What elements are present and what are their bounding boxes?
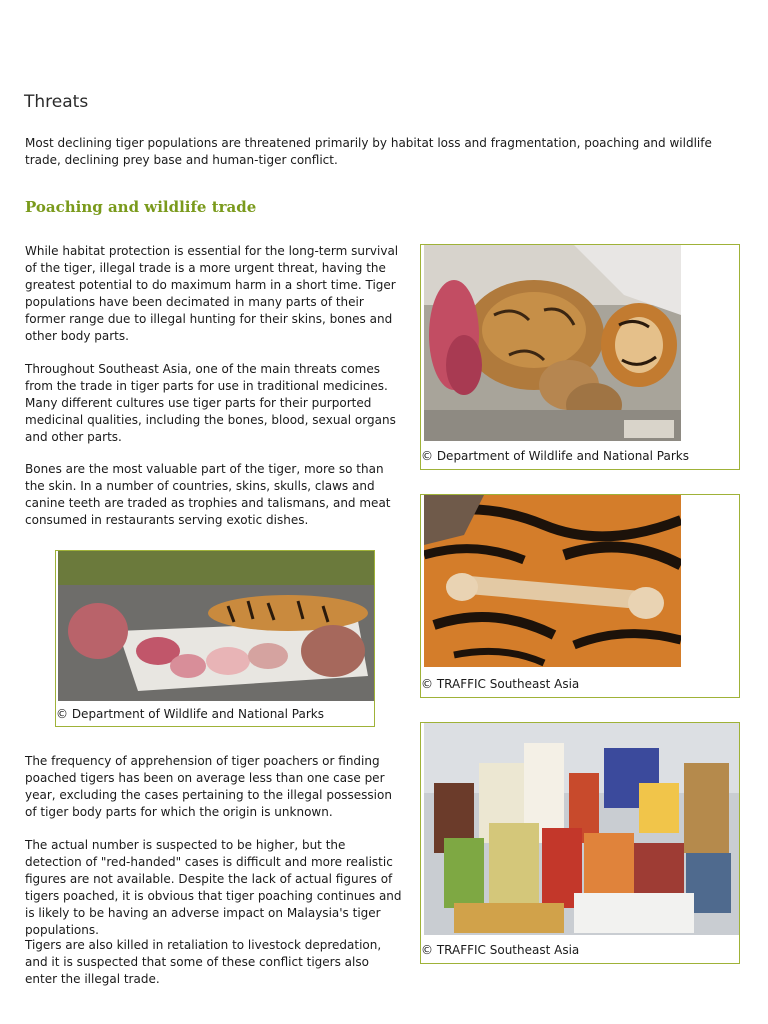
figure-medicine-products	[420, 722, 740, 964]
photo-tiger-parts	[58, 551, 374, 701]
paragraph-bones: Bones are the most valuable part of the tiger, more so than the skin. In a number of countries, skins, skulls, claws and canine teeth are traded as trophies and talismans, and meat consumed in restaurants serving exotic dishes.	[25, 462, 391, 527]
paragraph-habitat: While habitat protection is essential for the long-term survival of the tiger, illegal trade is a more urgent threat, having the greatest potential to do maximum harm in a short time. Tiger populations have been decimated in many parts of their former range due to illegal hunting for their skins, bones and other body parts.	[25, 244, 399, 343]
caption-tiger-bone: © TRAFFIC Southeast Asia	[421, 677, 580, 691]
intro-paragraph: Most declining tiger populations are threatened primarily by habitat loss and fragmentation, poaching and wildlife trade, declining prey base and human-tiger conflict.	[25, 136, 712, 167]
paragraph-retaliation: Tigers are also killed in retaliation to livestock depredation, and it is suspected that some of these conflict tigers also enter the illegal trade.	[25, 938, 382, 986]
page-title: Threats	[24, 92, 89, 112]
paragraph-medicine: Throughout Southeast Asia, one of the main threats comes from the trade in tiger parts for use in traditional medicines. Many different cultures use tiger parts for their purported medicinal qualities, including the bones, blood, sexual organs and other parts.	[25, 362, 396, 444]
photo-tiger-carcass	[424, 245, 681, 441]
caption-medicine-products: © TRAFFIC Southeast Asia	[421, 943, 580, 957]
paragraph-frequency: The frequency of apprehension of tiger poachers or finding poached tigers has been on average less than one case per year, excluding the cases pertaining to the illegal possession of tiger body parts for which the origin is unknown.	[25, 754, 392, 819]
paragraph-detection: The actual number is suspected to be higher, but the detection of "red-handed" cases is difficult and more realistic figures are not available. Despite the lack of actual figures of tigers poached, it is obvious that tiger poaching continues and is likely to be having an adverse impact on Malaysia's tiger populations.	[25, 838, 402, 937]
photo-tiger-bone	[424, 495, 681, 667]
caption-tiger-carcass: © Department of Wildlife and National Parks	[421, 449, 689, 463]
section-heading: Poaching and wildlife trade	[25, 198, 257, 216]
figure-tiger-carcass	[420, 244, 740, 470]
photo-medicine-products	[424, 723, 739, 935]
caption-tiger-parts: © Department of Wildlife and National Parks	[56, 707, 324, 721]
figure-tiger-bone	[420, 494, 740, 698]
figure-tiger-parts	[55, 550, 375, 727]
